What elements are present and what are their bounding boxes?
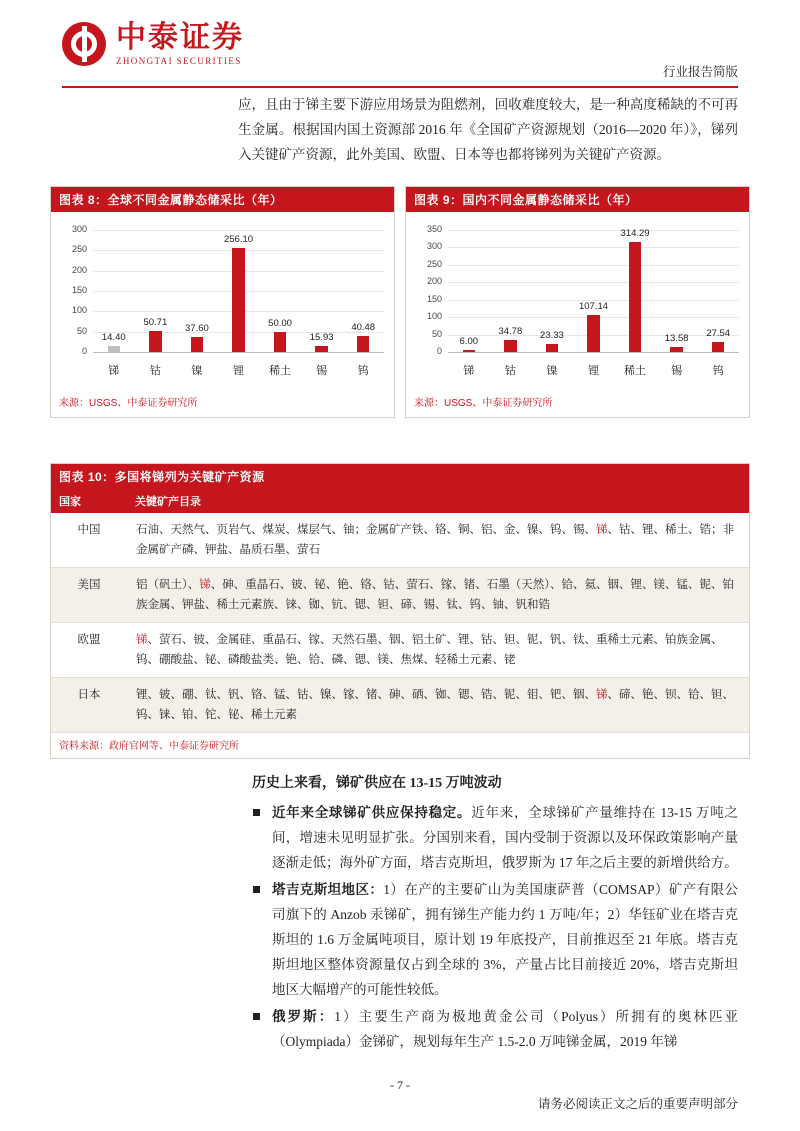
section-heading: 历史上来看，锑矿供应在 13-15 万吨波动 <box>252 776 502 791</box>
x-axis-category-label: 稀土 <box>269 365 292 377</box>
header-divider <box>62 86 738 88</box>
figure-8-chart <box>51 212 394 390</box>
bullet-item <box>252 1004 738 1054</box>
key-minerals-table <box>51 489 749 733</box>
mineral-text: 铝（矾土）、 <box>136 579 200 591</box>
chart-bar <box>149 331 161 352</box>
table-row <box>51 513 749 568</box>
y-axis-tick-label: 50 <box>76 325 87 336</box>
y-axis-tick-label: 100 <box>426 311 442 322</box>
x-axis-category-label: 钴 <box>504 365 516 377</box>
y-axis-tick-label: 200 <box>71 264 87 275</box>
figure-8-source: 来源：USGS、中泰证券研究所 <box>59 398 198 409</box>
logo-english-name: ZHONGTAI SECURITIES <box>116 56 242 66</box>
chart-bar <box>712 342 724 352</box>
y-axis-tick-label: 0 <box>81 346 87 356</box>
highlighted-mineral: 锑 <box>199 579 211 591</box>
highlighted-mineral: 锑 <box>596 524 608 536</box>
document-type-label: 行业报告简版 <box>662 65 738 79</box>
table-cell-minerals <box>127 623 749 678</box>
figure-8-title: 图表 8：全球不同金属静态储采比（年） <box>51 187 394 212</box>
page-number-wrap <box>0 1078 800 1093</box>
chart-bar <box>274 332 286 352</box>
mineral-text: 、碲、铯、钡、铪、钽、钨、铼、铂、铊、铋、稀土元素 <box>136 689 734 721</box>
bullet-text: 1）在产的主要矿山为美国康萨普（COMSAP）矿产有限公司旗下的 Anzob 汞锑矿，拥有锑生产能力约 1 万吨/年；2）华钰矿业在塔吉克斯坦的 1.6 万金属吨项目，原计划 19 年底投产，目前推迟至 21 年底。塔吉克斯坦地区整体资源量仅占到全球的 3%，产量占比目前接近 20%，塔吉克斯坦地区大幅增产的可能性较低。 <box>272 882 738 997</box>
mineral-text: 锂、铍、硼、钛、钒、铬、锰、钴、镍、镓、锗、砷、硒、铷、锶、锆、铌、钼、钯、铟、 <box>136 689 596 701</box>
chart-bar <box>315 346 327 352</box>
figure-10-panel <box>50 463 750 759</box>
page-number: - 7 - <box>384 1078 416 1092</box>
chart-bar <box>463 350 475 352</box>
x-axis-category-label: 钨 <box>357 365 369 377</box>
bullet-lead: 近年来全球锑矿供应保持稳定。 <box>272 805 472 820</box>
y-axis-tick-label: 250 <box>426 258 442 269</box>
x-axis-category-label: 锑 <box>108 365 120 377</box>
x-axis-category-label: 稀土 <box>624 365 647 377</box>
bar-value-label: 40.48 <box>351 321 376 333</box>
bar-value-label: 27.54 <box>706 328 731 340</box>
x-axis-category-label: 钴 <box>149 365 161 377</box>
page-header <box>62 22 738 84</box>
y-axis-tick-label: 100 <box>71 305 87 316</box>
bar-value-label: 23.33 <box>540 329 564 341</box>
mineral-text: 、萤石、铍、金属硅、重晶石、镓、天然石墨、铟、铝土矿、锂、钴、钽、铌、钒、钛、重稀土元素、铂族金属、钨、硼酸盐、铋、磷酸盐类、铯、铪、磷、锶、镁、焦煤、轻稀土元素、铑 <box>136 634 723 666</box>
bar-value-label: 6.00 <box>459 335 479 347</box>
bar-value-label: 314.29 <box>620 228 650 240</box>
table-cell-country: 美国 <box>51 568 127 623</box>
y-axis-tick-label: 150 <box>426 293 442 304</box>
chart-bar <box>587 315 599 352</box>
x-axis-category-label: 钨 <box>712 365 724 377</box>
x-axis-category-label: 镍 <box>546 365 558 377</box>
bar-value-label: 107.14 <box>578 300 609 312</box>
table-cell-minerals <box>127 678 749 733</box>
table-cell-minerals <box>127 568 749 623</box>
y-axis-tick-label: 250 <box>71 244 87 255</box>
highlighted-mineral: 锑 <box>596 689 608 701</box>
chart-bar <box>629 242 641 352</box>
chart-bar <box>670 347 682 352</box>
chart-gridline <box>93 352 384 353</box>
bullet-text: 近年来，全球锑矿产量维持在 13-15 万吨之间，增速未见明显扩张。分国别来看，国内受制于资源以及环保政策影响产量逐渐走低；海外矿方面，塔吉克斯坦，俄罗斯为 17 年之后主要的新增供给方。 <box>272 805 739 870</box>
logo-text <box>116 22 244 66</box>
y-axis-tick-label: 350 <box>426 224 442 234</box>
chart-gridline <box>448 230 739 231</box>
chart-gridline <box>448 265 739 266</box>
table-cell-country: 中国 <box>51 513 127 568</box>
chart-bar <box>191 337 203 352</box>
figure-9-source: 来源：USGS、中泰证券研究所 <box>414 398 553 409</box>
y-axis-tick-label: 200 <box>426 276 442 287</box>
figure-10-title: 图表 10：多国将锑列为关键矿产资源 <box>51 464 749 489</box>
bar-value-label: 50.71 <box>143 317 168 329</box>
mineral-text: 石油、天然气、页岩气、煤炭、煤层气、铀；金属矿产铁、铬、铜、铝、金、镍、钨、锡、 <box>136 524 596 536</box>
y-axis-tick-label: 50 <box>431 328 442 339</box>
figure-9-panel <box>405 186 750 418</box>
bar-value-label: 34.78 <box>498 325 523 337</box>
figure-9-chart <box>406 212 749 390</box>
figure-8-panel <box>50 186 395 418</box>
figure-9-title: 图表 9：国内不同金属静态储采比（年） <box>406 187 749 212</box>
y-axis-tick-label: 300 <box>71 224 87 234</box>
table-row <box>51 568 749 623</box>
table-header-row <box>51 489 749 513</box>
x-axis-category-label: 锡 <box>316 365 328 377</box>
column-header-country: 国家 <box>51 489 127 513</box>
bar-value-label: 256.10 <box>223 233 254 245</box>
bullet-lead: 塔吉克斯坦地区： <box>272 882 384 897</box>
bar-value-label: 14.40 <box>101 332 126 344</box>
bullet-item <box>252 800 738 875</box>
mineral-text: 、钴、锂、稀土、锆；非金属矿产磷、钾盐、晶质石墨、萤石 <box>136 524 734 556</box>
chart-bar <box>546 344 558 352</box>
company-logo <box>62 22 244 66</box>
bar-value-label: 13.58 <box>664 333 689 345</box>
chart-gridline <box>448 282 739 283</box>
bar-value-label: 50.00 <box>268 317 292 329</box>
figure-10-source: 资料来源：政府官网等、中泰证券研究所 <box>51 733 749 758</box>
bar-value-label: 37.60 <box>185 322 209 334</box>
column-header-list: 关键矿产目录 <box>127 489 749 513</box>
y-axis-tick-label: 0 <box>436 346 442 356</box>
y-axis-tick-label: 150 <box>71 285 87 295</box>
x-axis-category-label: 镍 <box>191 365 203 377</box>
x-axis-category-label: 锑 <box>463 365 475 377</box>
chart-bar <box>504 340 516 352</box>
chart-gridline <box>93 230 384 231</box>
x-axis-category-label: 锂 <box>233 365 244 377</box>
y-axis-tick-label: 300 <box>426 241 442 252</box>
x-axis-category-label: 锡 <box>671 365 683 377</box>
chart-bar <box>232 248 244 352</box>
mineral-text: 、砷、重晶石、铍、铋、铯、铬、钴、萤石、镓、锗、石墨（天然）、铪、氦、铟、锂、镁、锰、铌、铂族金属、钾盐、稀土元素族、铼、铷、钪、锶、钽、碲、锡、钛、钨、铀、钒和锆 <box>136 579 734 611</box>
bullet-list <box>252 800 738 1056</box>
chart-bar <box>357 336 369 352</box>
bar-value-label: 15.93 <box>309 331 334 343</box>
table-cell-country: 欧盟 <box>51 623 127 678</box>
table-cell-minerals <box>127 513 749 568</box>
table-row <box>51 623 749 678</box>
bullet-lead: 俄罗斯： <box>272 1009 335 1024</box>
bullet-item <box>252 877 738 1002</box>
intro-paragraph: 应，且由于锑主要下游应用场景为阻燃剂，回收难度较大，是一种高度稀缺的不可再生金属。根据国内国土资源部 2016 年《全国矿产资源规划（2016—2020 年）》，锑列入关键矿产资源，此外美国、欧盟、日本等也都将锑列为关键矿产资源。 <box>238 97 738 162</box>
bullet-text: 1）主要生产商为极地黄金公司（Polyus）所拥有的奥林匹亚（Olympiada）金锑矿，规划每年生产 1.5-2.0 万吨锑金属，2019 年锑 <box>272 1009 739 1049</box>
table-row <box>51 678 749 733</box>
highlighted-mineral: 锑 <box>136 634 148 646</box>
chart-gridline <box>448 352 739 353</box>
chart-gridline <box>448 247 739 248</box>
logo-mark-icon <box>62 22 106 66</box>
chart-bar <box>108 346 120 352</box>
x-axis-category-label: 锂 <box>588 365 599 377</box>
logo-chinese-name: 中泰证券 <box>116 21 244 54</box>
footer-note: 请务必阅读正文之后的重要声明部分 <box>537 1097 738 1111</box>
table-cell-country: 日本 <box>51 678 127 733</box>
